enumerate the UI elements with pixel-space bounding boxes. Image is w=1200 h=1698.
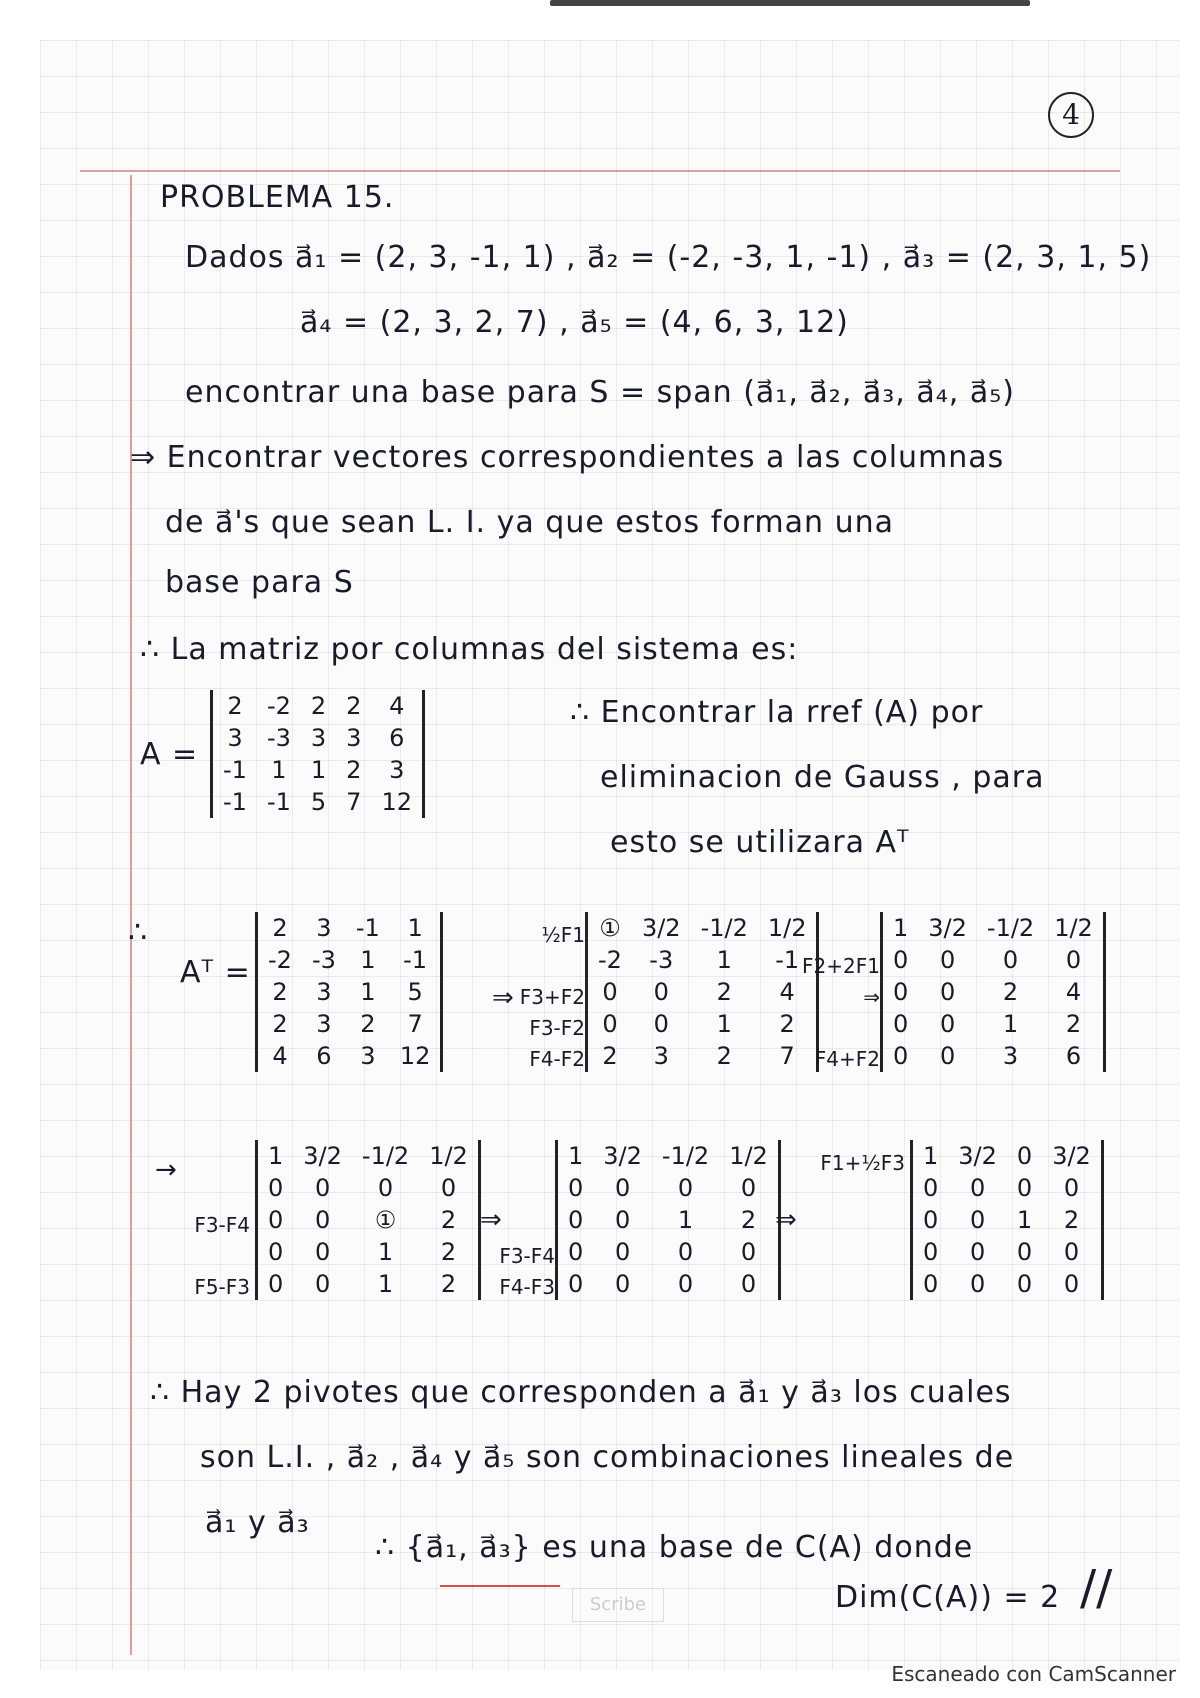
row-operation xyxy=(475,1148,555,1179)
matrix-cell: 4 xyxy=(389,692,405,720)
matrix-cell: 3 xyxy=(360,1042,376,1070)
row-operation: F1+½F3 xyxy=(820,1151,905,1175)
matrix-cell: 5 xyxy=(407,978,423,1006)
matrix-cell: 3 xyxy=(389,756,405,784)
matrix-cell: 1 xyxy=(360,978,376,1006)
matrix-cell: 0 xyxy=(740,1270,757,1298)
matrix-cell: 0 xyxy=(1063,1270,1080,1298)
matrix-cell: 1 xyxy=(407,914,423,942)
matrix-cell: 0 xyxy=(893,978,909,1006)
row-operation: ⇒ xyxy=(863,985,880,1009)
arrow-step1: ⇒ xyxy=(492,983,514,1013)
matrix-cell: -1 xyxy=(223,756,247,784)
matrix-cell: -2 xyxy=(266,692,291,720)
row-operation xyxy=(170,1148,250,1179)
matrix-row xyxy=(257,912,442,944)
matrix-row xyxy=(587,912,818,944)
matrix-cell: 3 xyxy=(653,1042,669,1070)
matrix-cell: 2 xyxy=(310,692,327,720)
matrix-cell: 0 xyxy=(653,1010,669,1038)
page-number: 4 xyxy=(1048,92,1094,138)
matrix-cell: -1/2 xyxy=(661,1142,710,1170)
matrix-row xyxy=(882,976,1105,1008)
matrix-cell: 2 xyxy=(779,1010,795,1038)
matrix-row xyxy=(212,722,424,754)
rref-note-line1: ∴ Encontrar la rref (A) por xyxy=(570,695,984,730)
matrix-cell: 3/2 xyxy=(641,914,681,942)
given-vectors-line2: a⃗₄ = (2, 3, 2, 7) , a⃗₅ = (4, 6, 3, 12) xyxy=(300,305,849,340)
matrix-cell: 2 xyxy=(346,692,362,720)
matrix-cell: 0 xyxy=(614,1174,631,1202)
matrix-cell: ① xyxy=(374,1206,397,1234)
matrix-row xyxy=(557,1140,780,1172)
matrix-cell: 1 xyxy=(271,756,287,784)
matrix-cell: -2 xyxy=(268,946,292,974)
matrix-row xyxy=(882,1008,1105,1040)
matrix-cell: 0 xyxy=(568,1270,584,1298)
matrix-cell: 2 xyxy=(440,1238,457,1266)
matrix-cell: 2 xyxy=(227,692,243,720)
matrix-cell: 0 xyxy=(939,1042,956,1070)
matrix-row xyxy=(882,912,1105,944)
row-operation: F3-F4 xyxy=(499,1244,555,1268)
matrix-cell: 2 xyxy=(360,1010,376,1038)
matrix-row xyxy=(257,1236,480,1268)
rref-note-line2: eliminacion de Gauss , para xyxy=(600,760,1045,795)
row-operation: F4+F2 xyxy=(814,1047,880,1071)
matrix-cell: 0 xyxy=(939,946,956,974)
matrix-cell: 7 xyxy=(407,1010,423,1038)
matrix-cell: -1 xyxy=(266,788,291,816)
matrix-row xyxy=(912,1204,1103,1236)
matrix-cell: 3 xyxy=(316,914,332,942)
matrix-cell: -1 xyxy=(355,914,380,942)
matrix-row xyxy=(557,1236,780,1268)
row-operation: F5-F3 xyxy=(194,1275,250,1299)
matrix-cell: -1/2 xyxy=(700,914,748,942)
row-operation: F4-F2 xyxy=(529,1047,585,1071)
row-operation xyxy=(805,1210,905,1241)
scribe-stamp: Scribe xyxy=(572,1588,664,1622)
matrix-cell: 0 xyxy=(893,1010,909,1038)
matrix-cell: 6 xyxy=(316,1042,332,1070)
row-operation: ½F1 xyxy=(541,923,585,947)
matrix-cell: 6 xyxy=(1065,1042,1082,1070)
matrix-cell: 1/2 xyxy=(729,1142,768,1170)
matrix-cell: 0 xyxy=(568,1206,584,1234)
matrix-cell: 0 xyxy=(314,1238,331,1266)
matrix-cell: 1 xyxy=(360,946,376,974)
matrix-step5 xyxy=(910,1140,1104,1300)
matrix-cell: 0 xyxy=(268,1206,284,1234)
matrix-step4 xyxy=(555,1140,781,1300)
matrix-cell: 1 xyxy=(1002,1010,1019,1038)
matrix-cell: 1/2 xyxy=(429,1142,468,1170)
matrix-intro: ∴ La matriz por columnas del sistema es: xyxy=(140,632,799,667)
matrix-cell: -1 xyxy=(775,946,800,974)
matrix-cell: -1/2 xyxy=(986,914,1035,942)
matrix-row xyxy=(257,1204,480,1236)
matrix-cell: 1 xyxy=(1016,1206,1033,1234)
matrix-cell: 4 xyxy=(1065,978,1082,1006)
matrix-cell: 7 xyxy=(346,788,362,816)
matrix-row xyxy=(257,1172,480,1204)
scan-top-edge xyxy=(550,0,1030,6)
matrix-step3 xyxy=(255,1140,481,1300)
conclusion-line5: Dim(C(A)) = 2 xyxy=(835,1580,1061,1615)
matrix-row xyxy=(257,1008,442,1040)
matrix-cell: 0 xyxy=(1016,1270,1033,1298)
matrix-cell: 2 xyxy=(1063,1206,1080,1234)
row-operation xyxy=(170,1241,250,1272)
matrix-cell: 0 xyxy=(740,1238,757,1266)
ops-step1 xyxy=(505,920,585,1075)
matrix-row xyxy=(257,1040,442,1072)
row-operation xyxy=(805,1179,905,1210)
matrix-cell: -1 xyxy=(223,788,247,816)
row-operation xyxy=(800,920,880,951)
matrix-step2 xyxy=(880,912,1106,1072)
matrix-cell: 3 xyxy=(1002,1042,1019,1070)
matrix-row xyxy=(912,1236,1103,1268)
matrix-cell: 3 xyxy=(227,724,243,752)
row-operation: F2+2F1 xyxy=(802,954,880,978)
conclusion-line3: a⃗₁ y a⃗₃ xyxy=(205,1505,310,1540)
matrix-cell: 4 xyxy=(272,1042,288,1070)
matrix-cell: 0 xyxy=(614,1238,631,1266)
matrix-cell: 3/2 xyxy=(928,914,967,942)
matrix-cell: -1/2 xyxy=(361,1142,410,1170)
matrix-cell: -2 xyxy=(598,946,622,974)
matrix-row xyxy=(212,754,424,786)
row-operation: F3+F2 xyxy=(519,985,585,1009)
matrix-cell: 0 xyxy=(1002,946,1019,974)
matrix-cell: 3 xyxy=(310,724,327,752)
matrix-cell: 0 xyxy=(969,1270,986,1298)
matrix-cell: 0 xyxy=(939,1010,956,1038)
matrix-cell: 12 xyxy=(381,788,412,816)
matrix-at xyxy=(255,912,443,1072)
matrix-cell: 2 xyxy=(440,1270,457,1298)
matrix-cell: 0 xyxy=(923,1206,939,1234)
ops-step3 xyxy=(170,1148,250,1303)
matrix-cell: 0 xyxy=(1063,1238,1080,1266)
reason-line1: ⇒ Encontrar vectores correspondientes a las columnas xyxy=(130,440,1005,475)
matrix-cell: 3/2 xyxy=(603,1142,642,1170)
matrix-cell: 0 xyxy=(268,1238,284,1266)
matrix-row xyxy=(912,1172,1103,1204)
matrix-cell: 0 xyxy=(614,1206,631,1234)
matrix-row xyxy=(587,976,818,1008)
matrix-cell: 0 xyxy=(939,978,956,1006)
matrix-cell: 0 xyxy=(923,1174,939,1202)
matrix-cell: 0 xyxy=(268,1174,284,1202)
matrix-cell: 3 xyxy=(316,978,332,1006)
matrix-cell: 2 xyxy=(346,756,362,784)
matrix-cell: 0 xyxy=(740,1174,757,1202)
matrix-cell: -3 xyxy=(311,946,336,974)
matrix-cell: 1 xyxy=(377,1270,394,1298)
matrix-cell: -3 xyxy=(266,724,291,752)
matrix-row xyxy=(257,976,442,1008)
matrix-cell: 0 xyxy=(314,1174,331,1202)
matrix-cell: 0 xyxy=(969,1206,986,1234)
ops-step5 xyxy=(805,1148,905,1303)
matrix-cell: 2 xyxy=(272,978,288,1006)
matrix-cell: 0 xyxy=(268,1270,284,1298)
row-operation: F4-F3 xyxy=(499,1275,555,1299)
matrix-cell: 0 xyxy=(602,978,618,1006)
matrix-cell: 1/2 xyxy=(767,914,807,942)
conclusion-line1: ∴ Hay 2 pivotes que corresponden a a⃗₁ y a⃗₃ los cuales xyxy=(150,1375,1012,1410)
matrix-row xyxy=(212,690,424,722)
rref-note-line3: esto se utilizara Aᵀ xyxy=(610,825,910,860)
checkmarks: // xyxy=(1080,1560,1113,1616)
matrix-cell: -1 xyxy=(403,946,428,974)
reason-line3: base para S xyxy=(165,565,354,600)
row-operation xyxy=(805,1272,905,1303)
matrix-row xyxy=(557,1204,780,1236)
matrix-cell: 2 xyxy=(272,1010,288,1038)
matrix-row xyxy=(882,944,1105,976)
conclusion-line4: ∴ {a⃗₁, a⃗₃} es una base de C(A) donde xyxy=(375,1530,974,1565)
ops-step2 xyxy=(800,920,880,1075)
given-vectors-line1: Dados a⃗₁ = (2, 3, -1, 1) , a⃗₂ = (-2, -3, 1, -1) , a⃗₃ = (2, 3, 1, 5) xyxy=(185,240,1152,275)
matrix-cell: 0 xyxy=(893,1042,909,1070)
matrix-cell: 2 xyxy=(1065,1010,1082,1038)
matrix-cell: 0 xyxy=(677,1174,694,1202)
matrix-cell: 2 xyxy=(740,1206,757,1234)
matrix-row xyxy=(257,1140,480,1172)
matrix-cell: 0 xyxy=(1016,1142,1033,1170)
scanner-footer: Escaneado con CamScanner xyxy=(891,1662,1176,1686)
matrix-cell: -3 xyxy=(649,946,674,974)
matrix-row xyxy=(587,1008,818,1040)
arrow-step3: ⇒ xyxy=(480,1205,502,1235)
matrix-cell: 2 xyxy=(272,914,288,942)
matrix-cell: 7 xyxy=(779,1042,795,1070)
matrix-cell: 0 xyxy=(568,1174,584,1202)
matrix-row xyxy=(912,1140,1103,1172)
matrix-cell: 1 xyxy=(268,1142,284,1170)
problem-title: PROBLEMA 15. xyxy=(160,180,395,215)
therefore-symbol: ∴ xyxy=(128,915,149,950)
row-operation xyxy=(170,1179,250,1210)
matrix-cell: 1 xyxy=(310,756,327,784)
matrix-cell: 0 xyxy=(677,1238,694,1266)
matrix-cell: 3 xyxy=(346,724,362,752)
matrix-cell: 0 xyxy=(440,1174,457,1202)
matrix-cell: 0 xyxy=(314,1206,331,1234)
matrix-cell: 5 xyxy=(310,788,327,816)
matrix-cell: 1 xyxy=(893,914,909,942)
matrix-cell: 0 xyxy=(568,1238,584,1266)
matrix-cell: 0 xyxy=(653,978,669,1006)
task-statement: encontrar una base para S = span (a⃗₁, a⃗₂, a⃗₃, a⃗₄, a⃗₅) xyxy=(185,375,1015,410)
reason-line2: de a⃗'s que sean L. I. ya que estos forman una xyxy=(165,505,894,540)
matrix-cell: 2 xyxy=(440,1206,457,1234)
margin-top-line xyxy=(80,170,1120,172)
matrix-row xyxy=(257,1268,480,1300)
matrix-at-label: Aᵀ = xyxy=(180,955,251,990)
row-operation: F3-F2 xyxy=(529,1016,585,1040)
matrix-cell: 3/2 xyxy=(303,1142,342,1170)
matrix-cell: 0 xyxy=(377,1174,394,1202)
matrix-a xyxy=(210,690,425,818)
matrix-cell: 0 xyxy=(969,1238,986,1266)
matrix-cell: 0 xyxy=(614,1270,631,1298)
matrix-cell: 1 xyxy=(568,1142,584,1170)
matrix-cell: 2 xyxy=(1002,978,1019,1006)
matrix-cell: 3/2 xyxy=(958,1142,997,1170)
matrix-cell: 0 xyxy=(923,1270,939,1298)
row-operation xyxy=(475,1179,555,1210)
matrix-cell: 1 xyxy=(677,1206,694,1234)
matrix-cell: 0 xyxy=(1016,1174,1033,1202)
matrix-step1 xyxy=(585,912,819,1072)
matrix-cell: ① xyxy=(599,914,621,942)
matrix-cell: 0 xyxy=(602,1010,618,1038)
matrix-cell: 0 xyxy=(1016,1238,1033,1266)
matrix-row xyxy=(882,1040,1105,1072)
matrix-row xyxy=(257,944,442,976)
matrix-cell: 1 xyxy=(716,946,732,974)
row-operation xyxy=(800,1013,880,1044)
arrow-step2: → xyxy=(155,1155,177,1185)
matrix-cell: 1 xyxy=(716,1010,732,1038)
matrix-row xyxy=(557,1268,780,1300)
matrix-row xyxy=(912,1268,1103,1300)
red-underline xyxy=(440,1585,560,1587)
matrix-cell: 0 xyxy=(923,1238,939,1266)
matrix-cell: 1 xyxy=(377,1238,394,1266)
matrix-cell: 0 xyxy=(969,1174,986,1202)
matrix-cell: 3 xyxy=(316,1010,332,1038)
ops-step4 xyxy=(475,1148,555,1303)
row-operation xyxy=(805,1241,905,1272)
matrix-cell: 2 xyxy=(602,1042,618,1070)
matrix-cell: 0 xyxy=(1065,946,1082,974)
matrix-cell: 0 xyxy=(1063,1174,1080,1202)
matrix-cell: 0 xyxy=(314,1270,331,1298)
conclusion-line2: son L.I. , a⃗₂ , a⃗₄ y a⃗₅ son combinaciones lineales de xyxy=(200,1440,1015,1475)
matrix-cell: 6 xyxy=(389,724,405,752)
matrix-cell: 0 xyxy=(677,1270,694,1298)
matrix-cell: 12 xyxy=(399,1042,431,1070)
matrix-cell: 0 xyxy=(893,946,909,974)
matrix-cell: 2 xyxy=(716,1042,732,1070)
matrix-cell: 1/2 xyxy=(1054,914,1093,942)
matrix-cell: 4 xyxy=(779,978,795,1006)
matrix-cell: 2 xyxy=(716,978,732,1006)
matrix-row xyxy=(557,1172,780,1204)
row-operation: F3-F4 xyxy=(194,1213,250,1237)
matrix-row xyxy=(212,786,424,818)
matrix-a-label: A = xyxy=(140,737,199,772)
arrow-step4: ⇒ xyxy=(775,1205,797,1235)
matrix-cell: 1 xyxy=(923,1142,939,1170)
row-operation xyxy=(475,1210,555,1241)
row-operation xyxy=(505,951,585,982)
matrix-row xyxy=(587,1040,818,1072)
matrix-cell: 3/2 xyxy=(1052,1142,1091,1170)
matrix-row xyxy=(587,944,818,976)
